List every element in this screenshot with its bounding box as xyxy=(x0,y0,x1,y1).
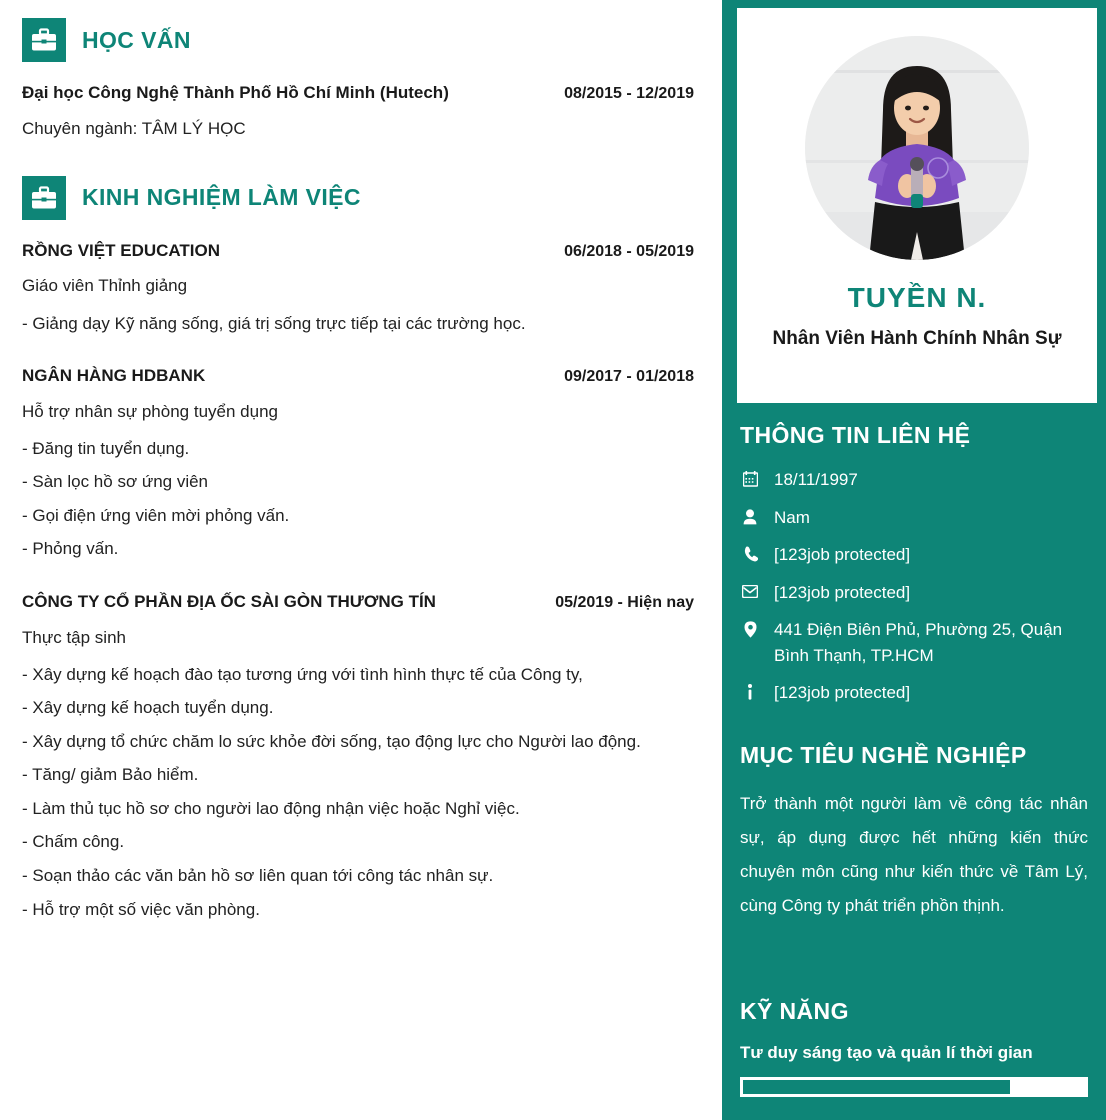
experience-entry-header xyxy=(22,589,694,616)
contact-value-birthdate: 18/11/1997 xyxy=(774,470,858,489)
experience-date: 09/2017 - 01/2018 xyxy=(564,368,694,386)
skill-progress-bar xyxy=(740,1077,1088,1097)
location-pin-icon xyxy=(740,617,760,639)
section-title-experience: KINH NGHIỆM LÀM VIỆC xyxy=(82,184,361,211)
contact-row-phone[interactable] xyxy=(740,542,1088,568)
avatar xyxy=(805,36,1029,260)
experience-entry-header xyxy=(22,363,694,390)
experience-position: Hỗ trợ nhân sự phòng tuyển dụng xyxy=(22,401,278,421)
bullet-item: - Giảng dạy Kỹ năng sống, giá trị sống trực tiếp tại các trường học. xyxy=(22,313,526,333)
contact-row-gender xyxy=(740,505,1088,531)
skill-progress-track xyxy=(743,1080,1085,1094)
objective-section-title: MỤC TIÊU NGHỀ NGHIỆP xyxy=(740,742,1027,768)
contact-value-gender: Nam xyxy=(774,507,810,527)
section-title-education: HỌC VẤN xyxy=(82,26,191,53)
profile-name: TUYỀN N. xyxy=(847,282,987,313)
bullet-item: - Đăng tin tuyển dụng. xyxy=(22,438,190,458)
experience-date: 05/2019 - Hiện nay xyxy=(555,594,694,611)
contact-row-address xyxy=(740,617,1088,668)
profile-card xyxy=(737,8,1097,403)
bullet-item: - Hỗ trợ một số việc văn phòng. xyxy=(22,899,260,919)
bullet-item: - Xây dựng kế hoạch tuyển dụng. xyxy=(22,698,274,718)
info-icon xyxy=(740,680,760,702)
briefcase-icon xyxy=(22,176,66,220)
experience-company: RỒNG VIỆT EDUCATION xyxy=(22,240,221,260)
contact-value-info: [123job protected] xyxy=(774,683,911,702)
bullet-item: - Xây dựng tổ chức chăm lo sức khỏe đời sống, tạo động lực cho Người lao động. xyxy=(22,731,641,751)
experience-company: CÔNG TY CỔ PHẦN ĐỊA ỐC SÀI GÒN THƯƠNG TÍN xyxy=(22,592,436,611)
skill-progress-remainder xyxy=(1010,1080,1085,1094)
education-school: Đại học Công Nghệ Thành Phố Hồ Chí Minh (Hutech) xyxy=(22,83,449,102)
bullet-item: - Chấm công. xyxy=(22,832,125,852)
profile-role: Nhân Viên Hành Chính Nhân Sự xyxy=(772,328,1062,349)
contact-value-email: [123job protected] xyxy=(774,582,911,602)
contact-section xyxy=(722,422,1106,718)
experience-company: NGÂN HÀNG HDBANK xyxy=(22,366,206,386)
objective-section xyxy=(722,742,1106,923)
contact-value-phone: [123job protected] xyxy=(774,545,911,564)
cv-sidebar xyxy=(722,0,1106,1120)
skill-label: Tư duy sáng tạo và quản lí thời gian xyxy=(740,1043,1033,1062)
contact-row-birthdate xyxy=(740,467,1088,493)
experience-bullets xyxy=(22,435,694,563)
briefcase-icon xyxy=(22,18,66,62)
phone-icon xyxy=(740,542,760,564)
bullet-item: - Sàn lọc hồ sơ ứng viên xyxy=(22,472,209,492)
education-date: 08/2015 - 12/2019 xyxy=(564,85,694,102)
experience-entry xyxy=(22,589,694,923)
calendar-icon xyxy=(740,467,760,489)
envelope-icon xyxy=(740,580,760,602)
experience-date: 06/2018 - 05/2019 xyxy=(564,242,694,260)
section-header-experience xyxy=(22,176,694,220)
education-entry-header xyxy=(22,80,694,107)
experience-bullets xyxy=(22,661,694,923)
skill-progress-fill xyxy=(743,1080,1010,1094)
contact-value-address: 441 Điện Biên Phủ, Phường 25, Quận Bình Thạnh, TP.HCM xyxy=(774,620,1063,665)
contact-row-email[interactable] xyxy=(740,580,1088,606)
bullet-item: - Soạn thảo các văn bản hồ sơ liên quan tới công tác nhân sự. xyxy=(22,865,494,885)
experience-entry-header xyxy=(22,238,694,265)
bullet-item: - Làm thủ tục hồ sơ cho người lao động nhận việc hoặc Nghỉ việc. xyxy=(22,798,520,818)
skills-section xyxy=(722,998,1106,1097)
objective-text: Trở thành một người làm về công tác nhân sự, áp dụng được hết những kiến thức chuyên môn cũng như kiến thức về Tâm Lý, cùng Công ty phát triển phồn thịnh. xyxy=(740,794,1088,915)
experience-bullets xyxy=(22,310,694,338)
person-icon xyxy=(740,505,760,527)
experience-entry xyxy=(22,363,694,563)
education-major: Chuyên ngành: TÂM LÝ HỌC xyxy=(22,118,246,138)
skills-section-title: KỸ NĂNG xyxy=(740,998,849,1024)
bullet-item: - Xây dựng kế hoạch đào tạo tương ứng với tình hình thực tế của Công ty, xyxy=(22,664,583,684)
experience-position: Giáo viên Thỉnh giảng xyxy=(22,276,188,296)
contact-row-info[interactable] xyxy=(740,680,1088,706)
bullet-item: - Tăng/ giảm Bảo hiểm. xyxy=(22,765,199,785)
contact-section-title: THÔNG TIN LIÊN HỆ xyxy=(740,422,971,448)
experience-position: Thực tập sinh xyxy=(22,627,126,647)
bullet-item: - Phỏng vấn. xyxy=(22,539,119,559)
section-header-education xyxy=(22,18,694,62)
bullet-item: - Gọi điện ứng viên mời phỏng vấn. xyxy=(22,505,290,525)
education-entry xyxy=(22,80,694,142)
experience-entry xyxy=(22,238,694,337)
